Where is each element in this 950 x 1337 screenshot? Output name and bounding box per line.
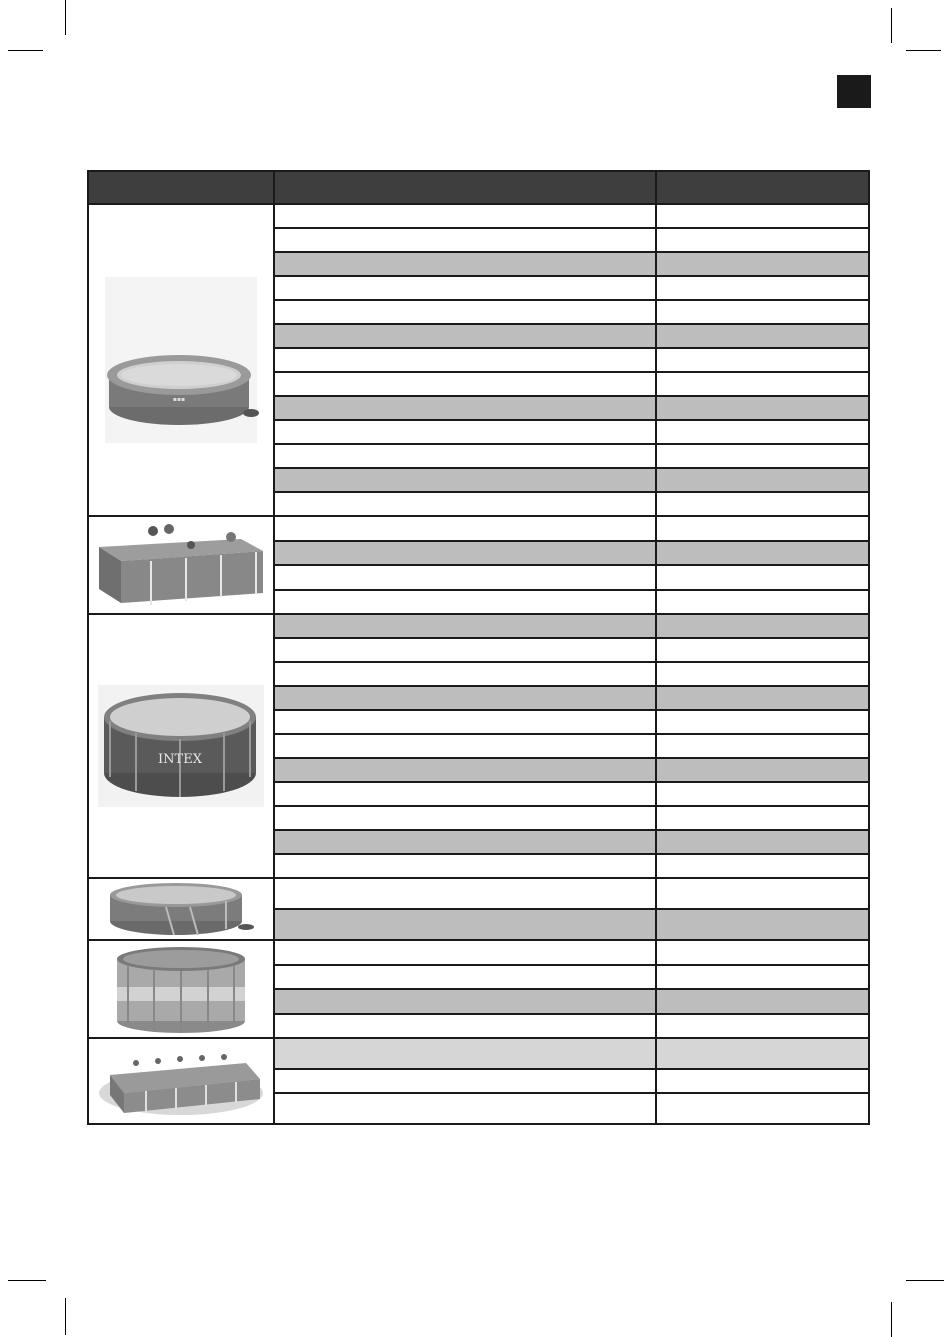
row-cell-description xyxy=(274,940,656,965)
row-cell-code xyxy=(656,686,869,710)
rectangular-frame-pool-icon xyxy=(91,517,271,613)
row-cell-code xyxy=(656,228,869,252)
row-cell-description xyxy=(274,420,656,444)
row-cell-description xyxy=(274,300,656,324)
row-cell-description xyxy=(274,909,656,940)
row-cell-description xyxy=(274,734,656,758)
crop-mark-top-right-horizontal xyxy=(906,50,941,51)
row-cell-code xyxy=(656,878,869,909)
row-cell-code xyxy=(656,541,869,566)
row-cell-description xyxy=(274,989,656,1014)
crop-mark-top-left-horizontal xyxy=(8,50,43,51)
table-row xyxy=(88,204,869,228)
row-cell-description xyxy=(274,516,656,541)
row-cell-code xyxy=(656,830,869,854)
row-cell-code xyxy=(656,758,869,782)
row-cell-code xyxy=(656,396,869,420)
row-cell-description xyxy=(274,492,656,516)
table-row xyxy=(88,516,869,541)
row-cell-description xyxy=(274,396,656,420)
row-cell-description xyxy=(274,1038,656,1069)
crop-mark-bottom-right-horizontal xyxy=(906,1280,944,1281)
row-cell-description xyxy=(274,541,656,566)
row-cell-description xyxy=(274,252,656,276)
row-cell-code xyxy=(656,372,869,396)
row-cell-code xyxy=(656,965,869,990)
row-cell-description xyxy=(274,1069,656,1093)
pool-image-cell xyxy=(88,516,274,614)
row-cell-code xyxy=(656,276,869,300)
header-cell-image xyxy=(88,171,274,204)
crop-mark-top-left-vertical xyxy=(65,0,66,35)
row-cell-description xyxy=(274,710,656,734)
row-cell-code xyxy=(656,1014,869,1039)
crop-mark-bottom-left-vertical xyxy=(65,1298,66,1335)
row-cell-description xyxy=(274,590,656,615)
row-cell-code xyxy=(656,590,869,615)
pool-image-cell xyxy=(88,614,274,878)
table-row xyxy=(88,940,869,965)
pool-image-cell xyxy=(88,940,274,1038)
row-cell-code xyxy=(656,909,869,940)
row-cell-description xyxy=(274,854,656,878)
table-row-shaded xyxy=(88,1038,869,1069)
row-cell-description xyxy=(274,830,656,854)
row-cell-description xyxy=(274,614,656,638)
row-cell-code xyxy=(656,252,869,276)
crop-mark-bottom-right-vertical xyxy=(891,1302,892,1337)
row-cell-code xyxy=(656,300,869,324)
row-cell-code xyxy=(656,348,869,372)
row-cell-description xyxy=(274,372,656,396)
row-cell-description xyxy=(274,468,656,492)
large-rectangular-ultra-frame-pool-icon xyxy=(96,1041,266,1121)
table-row xyxy=(88,878,869,909)
row-cell-description xyxy=(274,965,656,990)
row-cell-code xyxy=(656,806,869,830)
row-cell-code xyxy=(656,854,869,878)
row-cell-description xyxy=(274,276,656,300)
row-cell-code xyxy=(656,492,869,516)
pool-image-cell xyxy=(88,204,274,516)
row-cell-code xyxy=(656,710,869,734)
row-cell-code xyxy=(656,782,869,806)
pool-image-cell xyxy=(88,1038,274,1124)
row-cell-description xyxy=(274,204,656,228)
crop-mark-bottom-left-horizontal xyxy=(8,1280,46,1281)
row-cell-code xyxy=(656,324,869,348)
svg-text:▪▪▪: ▪▪▪ xyxy=(172,396,186,403)
row-cell-description xyxy=(274,638,656,662)
row-cell-code xyxy=(656,420,869,444)
round-ultra-frame-pool-icon xyxy=(106,941,256,1037)
row-cell-description xyxy=(274,348,656,372)
header-cell-description xyxy=(274,171,656,204)
row-cell-code xyxy=(656,1038,869,1069)
row-cell-description xyxy=(274,878,656,909)
row-cell-code xyxy=(656,444,869,468)
row-cell-description xyxy=(274,1093,656,1124)
row-cell-description xyxy=(274,444,656,468)
row-cell-code xyxy=(656,1069,869,1093)
row-cell-description xyxy=(274,686,656,710)
table-row-shaded xyxy=(88,614,869,638)
row-cell-code xyxy=(656,638,869,662)
row-cell-code xyxy=(656,940,869,965)
language-tab xyxy=(837,75,871,108)
row-cell-description xyxy=(274,758,656,782)
inflatable-ring-pool-icon xyxy=(101,275,261,445)
row-cell-description xyxy=(274,1014,656,1039)
row-cell-code xyxy=(656,516,869,541)
row-cell-description xyxy=(274,806,656,830)
crop-mark-top-right-vertical xyxy=(891,8,892,43)
table-header-row xyxy=(88,171,869,204)
oval-frame-pool-icon xyxy=(106,879,256,939)
row-cell-code xyxy=(656,468,869,492)
row-cell-code xyxy=(656,614,869,638)
row-cell-code xyxy=(656,204,869,228)
row-cell-description xyxy=(274,324,656,348)
row-cell-code xyxy=(656,734,869,758)
row-cell-description xyxy=(274,662,656,686)
row-cell-description xyxy=(274,565,656,590)
row-cell-code xyxy=(656,1093,869,1124)
header-cell-code xyxy=(656,171,869,204)
round-metal-frame-pool-icon xyxy=(96,681,266,811)
pool-spec-table xyxy=(87,170,870,1125)
row-cell-description xyxy=(274,782,656,806)
svg-text:INTEX: INTEX xyxy=(158,752,202,767)
row-cell-code xyxy=(656,565,869,590)
pool-image-cell xyxy=(88,878,274,940)
row-cell-description xyxy=(274,228,656,252)
row-cell-code xyxy=(656,989,869,1014)
row-cell-code xyxy=(656,662,869,686)
